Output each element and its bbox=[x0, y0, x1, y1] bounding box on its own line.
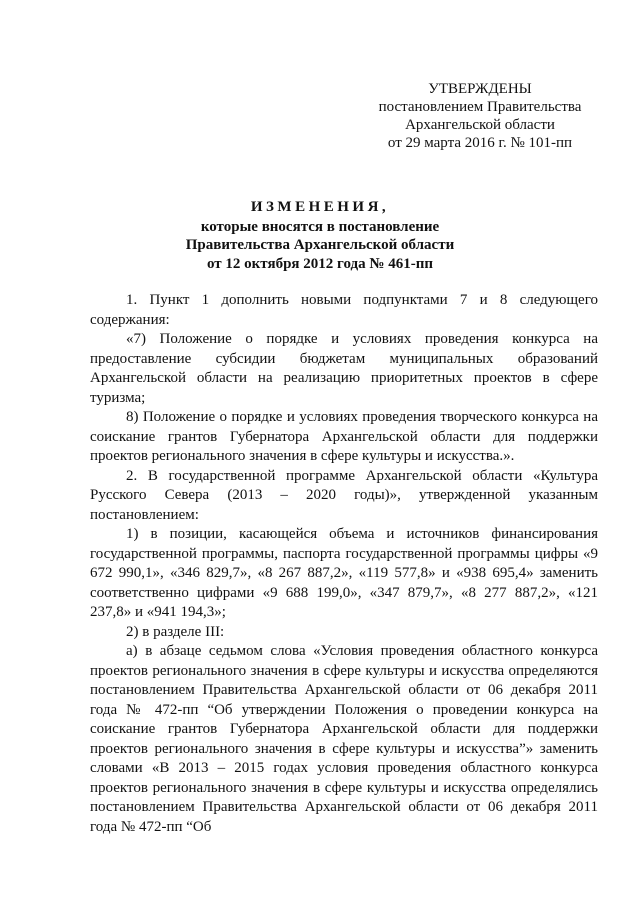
document-subtitle-line-3: от 12 октября 2012 года № 461-пп bbox=[206, 255, 433, 272]
document-subtitle-line-1: которые вносятся в постановление bbox=[200, 218, 440, 235]
document-subtitle-line-2: Правительства Архангельской области bbox=[185, 237, 455, 253]
approval-heading: УТВЕРЖДЕНЫ bbox=[428, 81, 532, 97]
paragraph-subitem-2-2-a: а) в абзаце седьмом слова «Условия проведения областного конкурса проектов регионального значения в сфере культуры и искусства определяются постановлением Правительства Архангельской области от 06 декабря 2011 года № 472-пп “Об утверждении Положения о проведении конкурса на соискание грантов Губернатора Архангельской области для поддержки проектов регионального значения в сфере культуры и искусства”» заменить словами «В 2013 – 2015 годах условия проведения областного конкурса проектов регионального значения в сфере культуры и искусства определялись постановлением Правительства Архангельской области от 06 декабря 2011 года № 472-пп “Об bbox=[90, 643, 598, 835]
document-body bbox=[90, 291, 598, 837]
approval-region: Архангельской области bbox=[405, 117, 555, 133]
paragraph-item-2: 2. В государственной программе Архангельской области «Культура Русского Севера (2013 – 2020 годы)», утвержденной указанным постановлением: bbox=[90, 467, 598, 523]
paragraph-subitem-2-1: 1) в позиции, касающейся объема и источников финансирования государственной программы, паспорта государственной программы цифры «9 672 990,1», «346 829,7», «8 267 887,2», «119 577,8» и «938 695,4» заменить соответственно цифрами «9 688 199,0», «347 879,7», «8 277 887,2», «121 237,8» и «941 194,3»; bbox=[90, 526, 598, 620]
approval-date-number: от 29 марта 2016 г. № 101-пп bbox=[387, 135, 573, 151]
paragraph-item-1: 1. Пункт 1 дополнить новыми подпунктами 7 и 8 следующего содержания: bbox=[90, 292, 598, 328]
paragraph-subitem-7: «7) Положение о порядке и условиях проведения конкурса на предоставление субсидии бюджетам муниципальных образований Архангельской области на реализацию приоритетных проектов в сфере туризма; bbox=[90, 331, 598, 406]
paragraph-subitem-2-2: 2) в разделе III: bbox=[126, 623, 225, 640]
document-title bbox=[60, 198, 580, 273]
paragraph-subitem-8: 8) Положение о порядке и условиях проведения творческого конкурса на соискание грантов Губернатора Архангельской области для поддержки проектов регионального значения в сфере культуры и искусства.». bbox=[90, 409, 598, 464]
approval-stamp bbox=[360, 80, 600, 152]
document-heading: ИЗМЕНЕНИЯ, bbox=[250, 199, 390, 215]
approval-authority: постановлением Правительства bbox=[378, 99, 582, 115]
